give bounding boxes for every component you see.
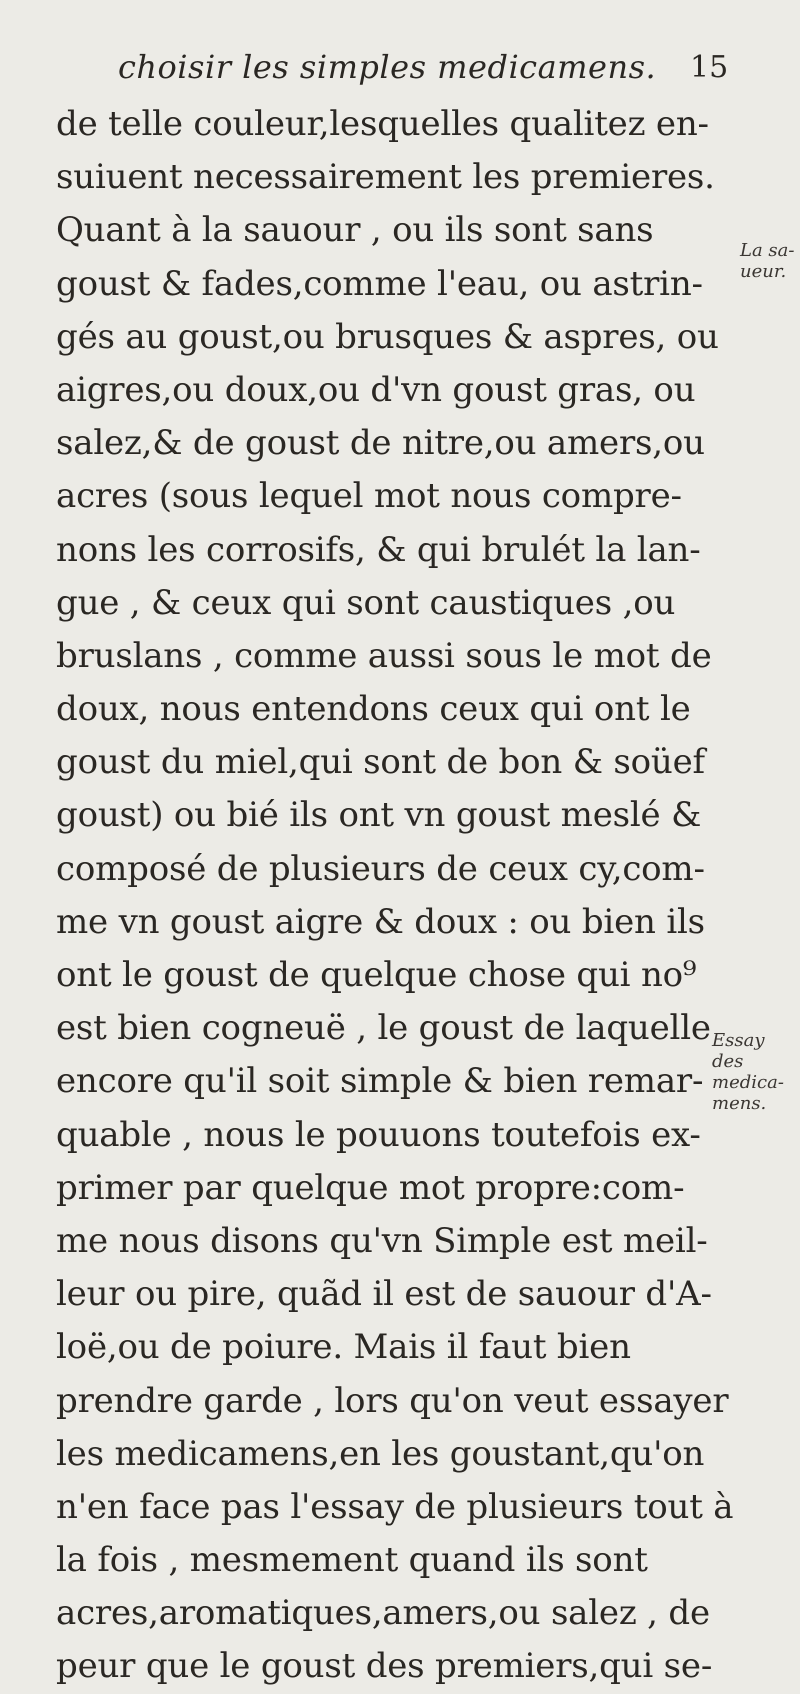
text-line: primer par quelque mot propre:com- (56, 1167, 685, 1208)
text-line: bruslans , comme aussi sous le mot de (56, 635, 712, 676)
text-line: salez,& de goust de nitre,ou amers,ou (56, 423, 705, 464)
page-header (0, 48, 800, 98)
text-line: loë,ou de poiure. Mais il faut bien (56, 1327, 631, 1368)
text-line: de telle couleur,lesquelles qualitez en- (56, 104, 709, 144)
page-number: 15 (690, 50, 729, 85)
margin-note-line: La sa- (740, 240, 795, 261)
text-line: les medicamens,en les goustant,qu'on (56, 1433, 705, 1474)
text-line: quable , nous le pouuons toutefois ex- (56, 1114, 701, 1155)
text-line: prendre garde , lors qu'on veut essayer (56, 1380, 729, 1421)
running-title: choisir les simples medicamens. (118, 48, 657, 86)
text-line: la fois , mesmement quand ils sont (56, 1540, 648, 1581)
text-line: est bien cogneuë , le goust de laquelle (56, 1008, 711, 1049)
text-line: ont le goust de quelque chose qui no⁹ (56, 955, 697, 995)
text-line: gés au goust,ou brusques & aspres, ou (56, 316, 719, 357)
margin-note-line: ueur. (740, 261, 787, 282)
margin-note-line: Essay des (712, 1030, 765, 1072)
text-line: acres,aromatiques,amers,ou salez , de (56, 1593, 710, 1634)
text-line: peur que le goust des premiers,qui se- (56, 1646, 713, 1687)
text-line: gue , & ceux qui sont caustiques ,ou (56, 582, 676, 623)
margin-note-line: mens. (712, 1093, 767, 1114)
text-line: me nous disons qu'vn Simple est meil- (56, 1220, 708, 1261)
text-line: goust) ou bié ils ont vn goust meslé & (56, 795, 702, 836)
text-line: Quant à la sauour , ou ils sont sans (56, 210, 654, 251)
margin-note-essay (712, 1030, 800, 1114)
text-line: n'en face pas l'essay de plusieurs tout à (56, 1486, 734, 1527)
text-line: aigres,ou doux,ou d'vn goust gras, ou (56, 369, 696, 410)
text-line: suiuent necessairement les premieres. (56, 157, 715, 198)
text-line: doux, nous entendons ceux qui ont le (56, 689, 691, 730)
text-line: me vn goust aigre & doux : ou bien ils (56, 901, 705, 942)
text-line: composé de plusieurs de ceux cy,com- (56, 848, 705, 889)
body-text (56, 98, 734, 1694)
margin-note-line: medica- (712, 1072, 784, 1093)
text-line: nons les corrosifs, & qui brulét la lan- (56, 529, 701, 570)
text-line: goust du miel,qui sont de bon & soüef (56, 742, 705, 783)
text-line: goust & fades,comme l'eau, ou astrin- (56, 263, 703, 304)
text-line: leur ou pire, quãd il est de sauour d'A- (56, 1274, 712, 1315)
margin-note-saveur (740, 240, 794, 282)
text-line: acres (sous lequel mot nous compre- (56, 476, 682, 517)
text-line: encore qu'il soit simple & bien remar- (56, 1061, 704, 1102)
